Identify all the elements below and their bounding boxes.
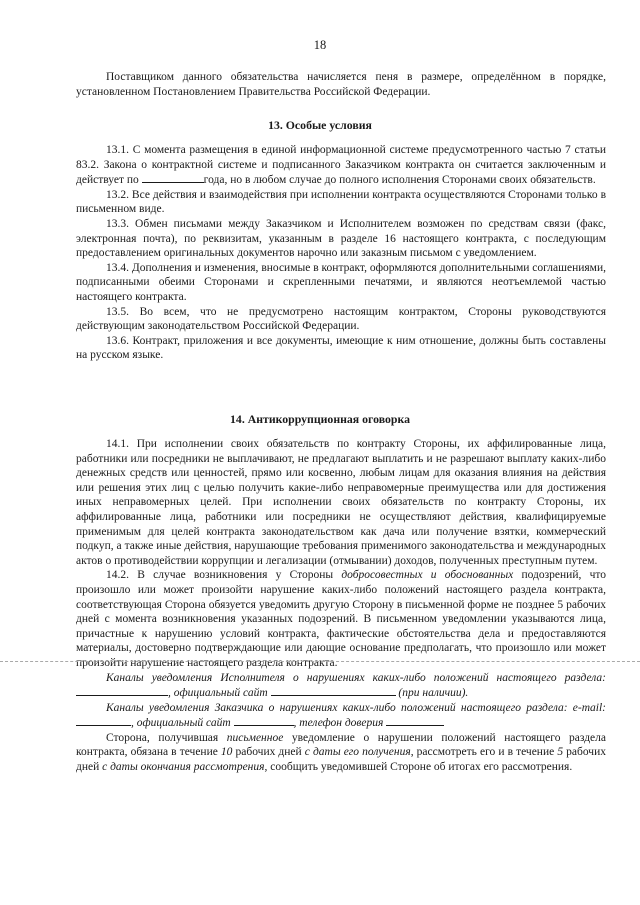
- clause-14-3-text-i: рабочих дней: [76, 746, 606, 774]
- customer-channels-text-a: Каналы уведомления Заказчика о нарушениях каких-либо положений настоящего раздела: e-mail:: [106, 701, 606, 714]
- clause-13-2: 13.2. Все действия и взаимодействия при исполнении контракта осуществляются Сторонами только в письменном виде.: [76, 188, 606, 216]
- executor-channels-text-b: , официальный сайт: [168, 687, 271, 700]
- clause-14-3-italic-f: с даты его получения: [304, 746, 411, 759]
- page-number: 18: [313, 38, 327, 52]
- executor-channel-blank: [76, 685, 168, 696]
- customer-phone-blank: [386, 715, 444, 726]
- clause-14-3-italic-b: письменное: [226, 731, 284, 744]
- customer-website-blank: [234, 715, 294, 726]
- clause-13-4: 13.4. Дополнения и изменения, вносимые в контракт, оформляются дополнительными соглашениями, подписанными обеими Сторонами и скрепленными печатями, и являются неотъемлемой частью настоящего контракта.: [76, 261, 606, 303]
- clause-14-3-text-a: Сторона, получившая: [106, 731, 227, 744]
- executor-channels: [76, 671, 606, 701]
- clause-14-3: [76, 731, 606, 775]
- clause-14-3-text-c: уведомление о нарушении положений настоящего раздела контракта, обязана в течение: [76, 731, 606, 759]
- clause-13-6: 13.6. Контракт, приложения и все документы, имеющие к ним отношение, должны быть составлены на русском языке.: [76, 334, 606, 362]
- customer-email-blank: [76, 715, 131, 726]
- date-blank: [142, 172, 204, 183]
- executor-website-blank: [271, 685, 396, 696]
- clause-13-5: 13.5. Во всем, что не предусмотрено настоящим контрактом, Стороны руководствуются действующим законодательством Российской Федерации.: [76, 305, 606, 333]
- section-14-body: [76, 437, 606, 775]
- clause-14-3-italic-j: с даты окончания рассмотрения: [102, 761, 265, 774]
- clause-14-3-text-g: , рассмотреть его и в течение: [410, 746, 558, 759]
- clause-14-3-italic-h: 5: [557, 746, 564, 759]
- clause-13-1-text-a: 13.1. С момента размещения в единой информационной системе предусмотренного частью 7 статьи 83.2. Закона о контрактной системе и подписанного Заказчиком контракта он считается заключенным и действует по: [76, 144, 606, 187]
- clause-14-2: [76, 568, 606, 670]
- clause-14-2-italic: добросовестных и обоснованных: [341, 569, 514, 582]
- intro-text: Поставщиком данного обязательства начисляется пеня в размере, определённом в порядке, установленном Постановлением Правительства Российской Федерации.: [76, 71, 606, 98]
- clause-14-2-text-c: подозрений, что произошло или может произойти нарушение каких-либо положений настоящего раздела контракта, соответствующая Сторона обязуется уведомить другую Сторону в письменной форме не позднее 5 рабочих дней с момента возникновения указанных подозрений. В письменном уведомлении указываются лица, причастные к нарушению условий контракта, фактические обстоятельства дела и предоставляются материалы, достоверно подтверждающие или дающие основание предполагать, что произошло или может произойти нарушение настоящего раздела контракта.: [76, 569, 606, 669]
- section-14-title: 14. Антикоррупционная оговорка: [230, 412, 410, 426]
- clause-14-3-italic-d: 10: [220, 746, 233, 759]
- customer-channels-text-b: , официальный сайт: [131, 717, 234, 730]
- clause-14-3-text-k: , сообщить уведомившей Стороне об итогах его рассмотрения.: [264, 761, 573, 774]
- executor-channels-text-c: (при наличии).: [395, 687, 469, 700]
- customer-channels-text-c: , телефон доверия: [293, 717, 387, 730]
- section-13-title: 13. Особые условия: [268, 118, 372, 132]
- executor-channels-text-a: Каналы уведомления Исполнителя о нарушениях каких-либо положений настоящего раздела:: [106, 671, 606, 684]
- clause-14-3-text-e: рабочих дней: [232, 746, 305, 759]
- customer-channels: [76, 701, 606, 731]
- clause-13-3: 13.3. Обмен письмами между Заказчиком и Исполнителем возможен по средствам связи (факс, электронная почта), по реквизитам, указанным в разделе 16 настоящего контракта, с последующим предоставлением оригинальных документов нарочно или заказным письмом с уведомлением.: [76, 217, 606, 260]
- page-break-line: [0, 661, 640, 662]
- clause-14-1: 14.1. При исполнении своих обязательств по контракту Стороны, их аффилированные лица, работники или посредники не выплачивают, не предлагают выплатить и не разрешают выплату каких-либо денежных средств или ценностей, прямо или косвенно, любым лицам для оказания влияния на действия или решения этих лиц с целью получить какие-либо неправомерные преимущества или для достижения иных неправомерных целей. При исполнении своих обязательств по контракту Стороны, их аффилированные лица, работники или посредники не осуществляют действия, квалифицируемые применимым для целей контракта законодательством как дача или получение взятки, коммерческий подкуп, а также иные действия, нарушающие требования применимого законодательства и международных актов о противодействии коррупции и легализации (отмывании) доходов, полученных преступным путем.: [76, 438, 606, 567]
- clause-14-2-text-a: 14.2. В случае возникновения у Стороны: [106, 569, 342, 582]
- intro-paragraph: [76, 70, 606, 99]
- section-13-body: [76, 143, 606, 363]
- clause-13-1: [76, 143, 606, 188]
- clause-13-1-text-b: года, но в любом случае до полного исполнения Сторонами своих обязательств.: [203, 174, 596, 187]
